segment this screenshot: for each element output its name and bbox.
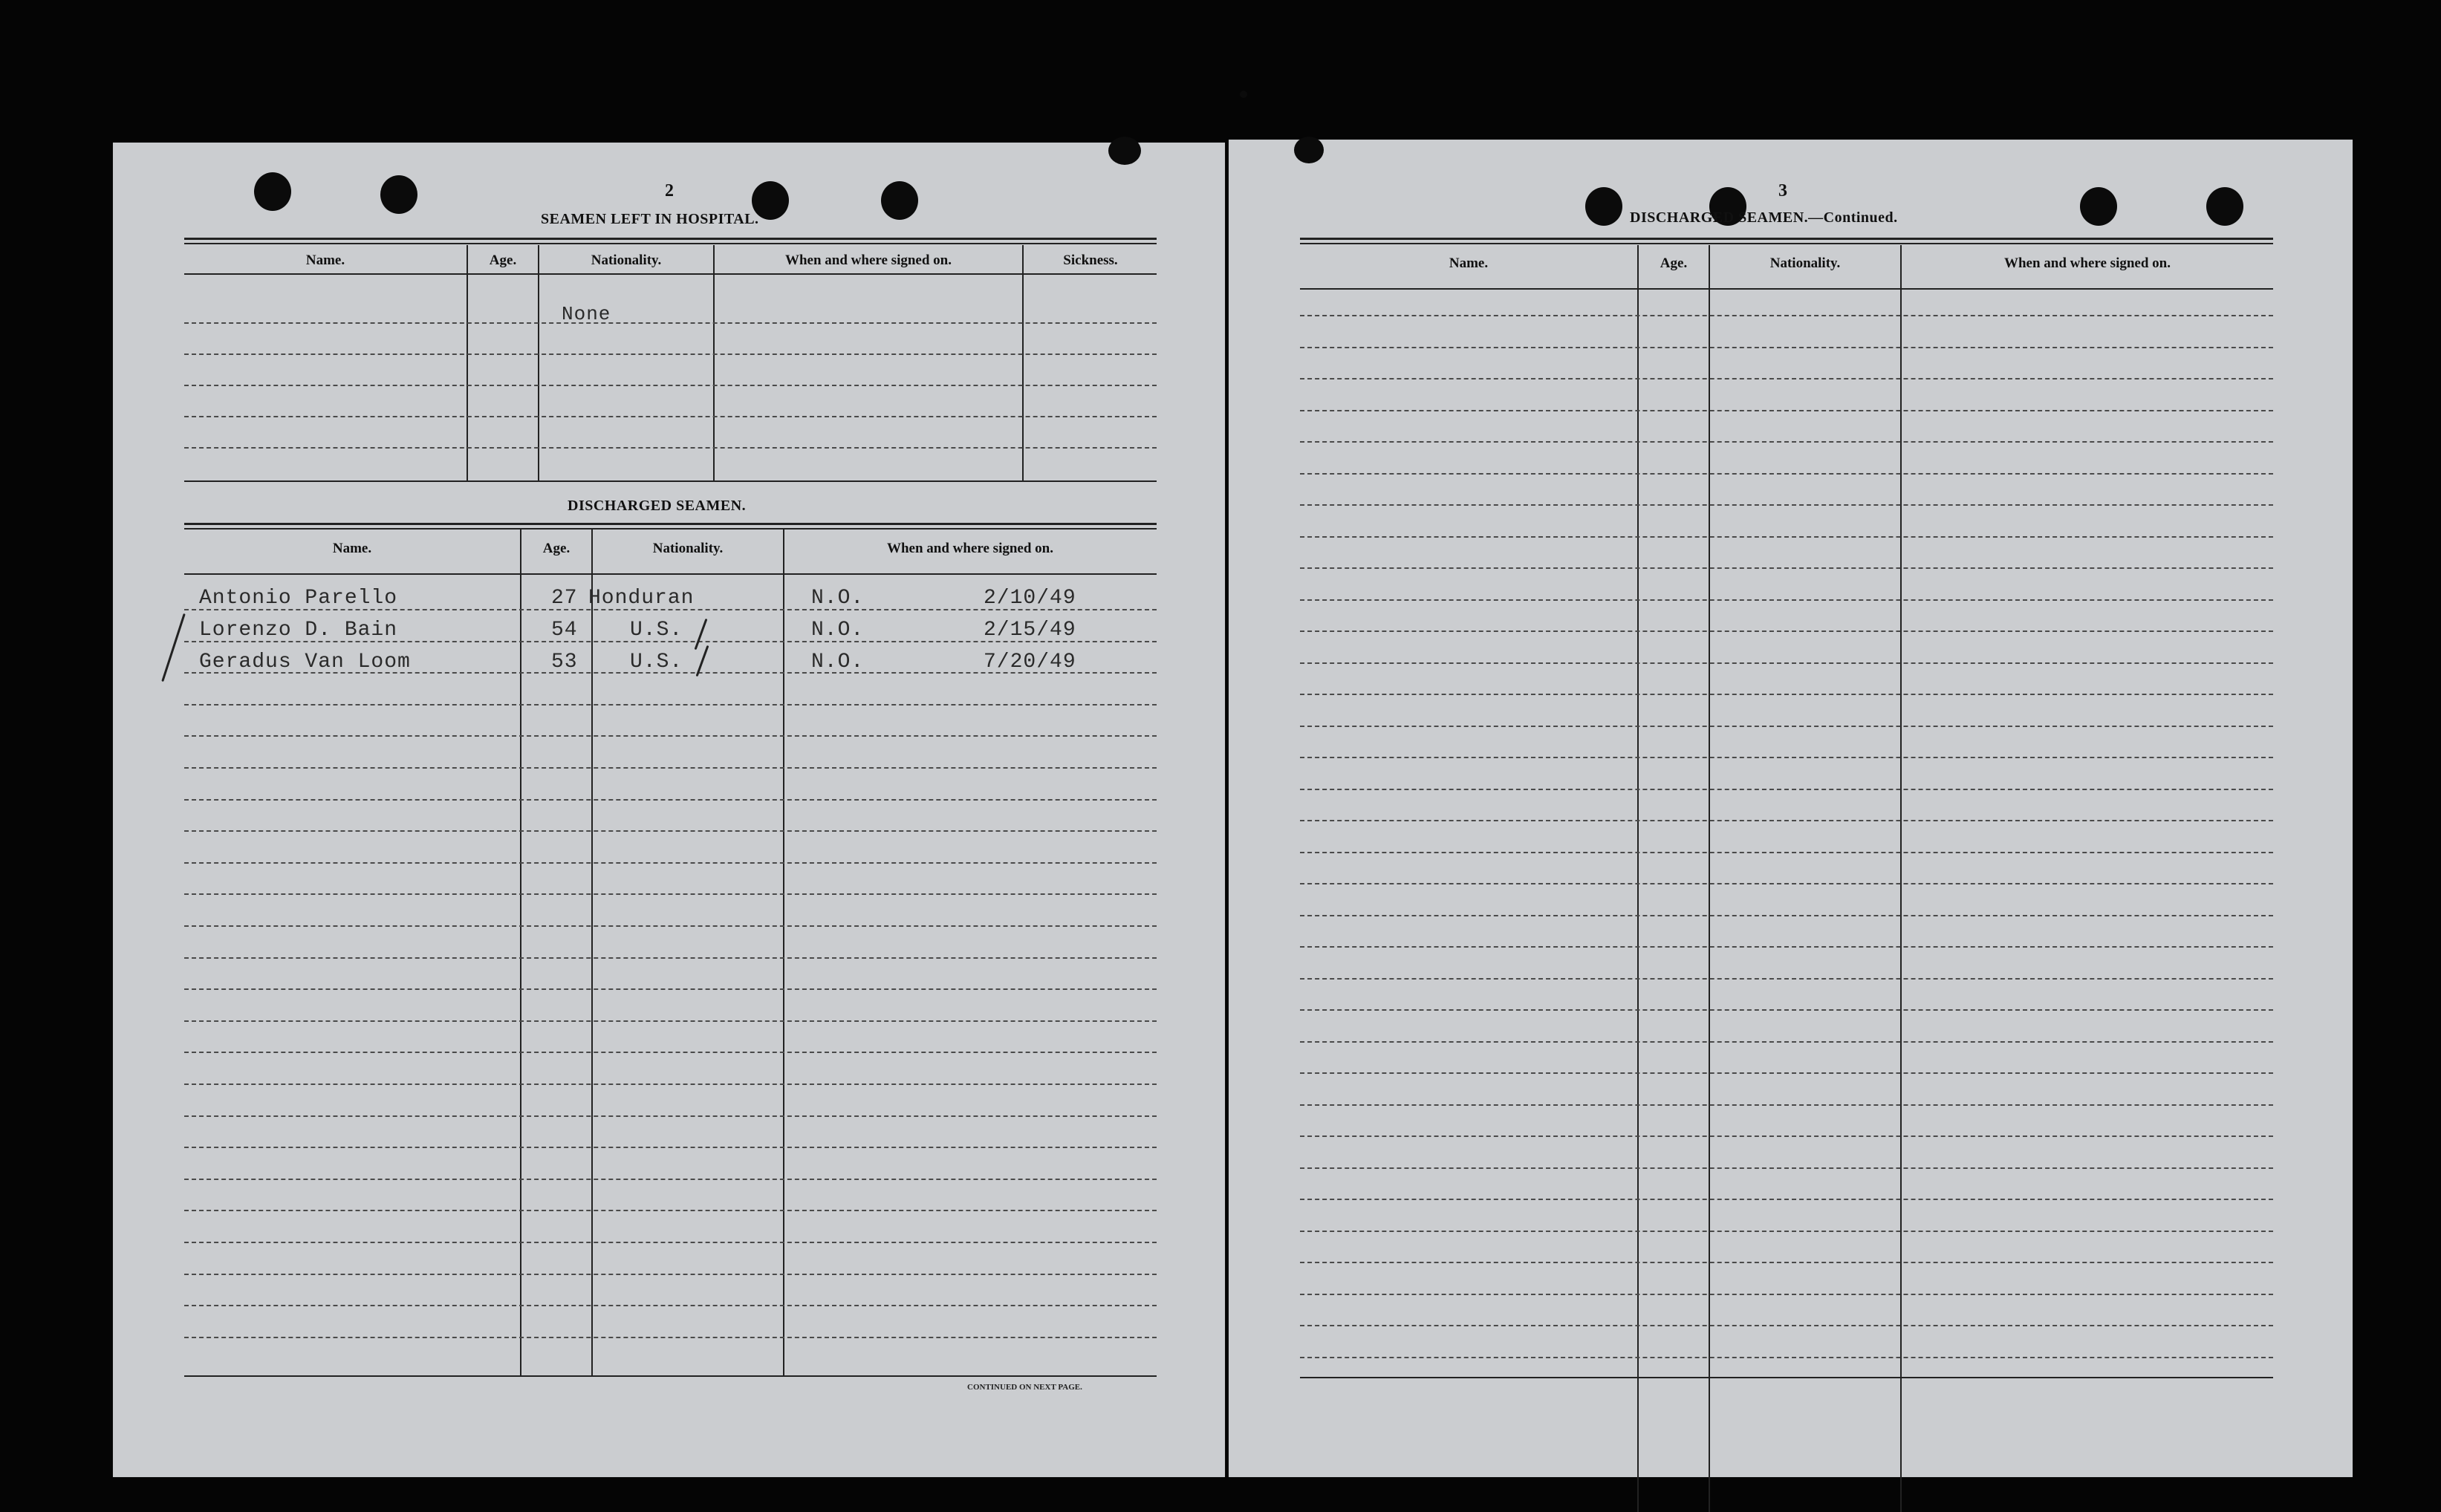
row-line	[1300, 852, 2273, 853]
row-line	[184, 893, 1157, 895]
seaman-age: 53	[551, 651, 578, 674]
row-line	[184, 1242, 1157, 1243]
column-divider	[467, 245, 468, 481]
row-line	[184, 1020, 1157, 1022]
row-line	[1300, 1199, 2273, 1200]
row-line	[1300, 441, 2273, 443]
row-line	[1300, 1009, 2273, 1011]
discharged-continued-title: DISCHARGED SEAMEN.—Continued.	[1630, 209, 1898, 226]
punch-hole	[881, 181, 918, 220]
row-line	[1300, 694, 2273, 695]
column-divider	[713, 245, 715, 481]
column-divider	[591, 529, 593, 1375]
seaman-name: Lorenzo D. Bain	[199, 619, 398, 642]
row-line	[184, 1274, 1157, 1275]
hospital-entry: None	[562, 303, 611, 325]
table-rule	[1300, 238, 2273, 244]
row-line	[184, 925, 1157, 927]
page-number: 3	[1778, 181, 1787, 201]
row-line	[1300, 599, 2273, 601]
row-line	[184, 1052, 1157, 1053]
hospital-section-title: SEAMEN LEFT IN HOSPITAL.	[541, 211, 759, 227]
col-head-nationality: Nationality.	[1769, 255, 1841, 271]
column-divider	[783, 529, 784, 1375]
row-line	[1300, 662, 2273, 664]
col-head-age: Age.	[542, 541, 571, 556]
row-line	[1300, 536, 2273, 538]
signed-on-place: N.O.	[811, 651, 865, 674]
seaman-name: Antonio Parello	[199, 587, 398, 610]
seaman-nationality: U.S.	[630, 651, 683, 674]
seaman-nationality: Honduran	[588, 587, 695, 610]
row-line	[1300, 915, 2273, 916]
row-line	[184, 767, 1157, 769]
punch-hole	[1585, 187, 1622, 226]
row-line	[184, 1337, 1157, 1338]
page-number: 2	[665, 181, 674, 201]
row-line	[1300, 726, 2273, 727]
row-line	[1300, 347, 2273, 348]
row-line	[1300, 315, 2273, 316]
col-head-signed-on: When and where signed on.	[886, 541, 1053, 556]
row-line	[1300, 820, 2273, 821]
row-line	[1300, 789, 2273, 790]
row-line	[1300, 1072, 2273, 1074]
continued-note: CONTINUED ON NEXT PAGE.	[967, 1383, 1082, 1392]
table-rule	[184, 273, 1157, 275]
table-rule	[184, 480, 1157, 482]
table-rule	[184, 523, 1157, 529]
signed-on-date: 2/15/49	[984, 619, 1076, 642]
row-line	[1300, 757, 2273, 758]
col-head-sickness: Sickness.	[1063, 252, 1118, 268]
row-line	[1300, 630, 2273, 632]
row-line	[1300, 378, 2273, 379]
punch-hole	[2206, 187, 2243, 226]
row-line	[1300, 1231, 2273, 1232]
row-line	[184, 416, 1157, 417]
row-line	[1300, 1135, 2273, 1137]
column-divider	[538, 245, 539, 481]
row-line	[184, 1179, 1157, 1180]
row-line	[1300, 473, 2273, 475]
column-divider	[1900, 245, 1902, 1512]
row-line	[184, 704, 1157, 706]
row-line	[1300, 946, 2273, 948]
row-line	[1300, 1325, 2273, 1326]
row-line	[1300, 978, 2273, 980]
table-rule	[184, 573, 1157, 575]
signed-on-date: 7/20/49	[984, 651, 1076, 674]
column-divider	[1709, 245, 1710, 1512]
row-line	[184, 447, 1157, 449]
table-rule	[1300, 288, 2273, 290]
punch-hole	[2080, 187, 2117, 226]
row-line	[1300, 1294, 2273, 1295]
discharged-section-title: DISCHARGED SEAMEN.	[568, 498, 747, 514]
col-head-name: Name.	[1449, 255, 1489, 271]
punch-hole	[254, 172, 291, 211]
row-line	[1300, 1041, 2273, 1043]
signed-on-date: 2/10/49	[984, 587, 1076, 610]
seaman-age: 27	[551, 587, 578, 610]
row-line	[184, 799, 1157, 801]
column-divider	[1022, 245, 1024, 481]
row-line	[184, 1115, 1157, 1117]
row-line	[184, 957, 1157, 959]
ink-blot	[1108, 137, 1141, 165]
row-line	[184, 862, 1157, 864]
column-divider	[1637, 245, 1639, 1512]
table-rule	[1300, 1377, 2273, 1378]
row-line	[1300, 883, 2273, 884]
table-rule	[184, 1375, 1157, 1377]
table-rule	[184, 238, 1157, 244]
punch-hole	[380, 175, 417, 214]
col-head-name: Name.	[305, 252, 345, 268]
row-line	[184, 385, 1157, 386]
col-head-age: Age.	[489, 252, 517, 268]
seaman-name: Geradus Van Loom	[199, 651, 411, 674]
check-mark	[161, 613, 186, 682]
check-mark	[695, 619, 708, 650]
row-line	[1300, 1104, 2273, 1106]
row-line	[1300, 504, 2273, 506]
signed-on-place: N.O.	[811, 619, 865, 642]
ink-blot	[1294, 137, 1324, 163]
background-speck	[1240, 91, 1247, 98]
row-line	[184, 1084, 1157, 1085]
col-head-age: Age.	[1660, 255, 1688, 271]
row-line	[184, 830, 1157, 832]
right-page	[1229, 140, 2353, 1477]
col-head-nationality: Nationality.	[652, 541, 724, 556]
seaman-age: 54	[551, 619, 578, 642]
row-line	[184, 353, 1157, 355]
col-head-name: Name.	[332, 541, 372, 556]
signed-on-place: N.O.	[811, 587, 865, 610]
row-line	[184, 735, 1157, 737]
row-line	[184, 988, 1157, 990]
row-line	[1300, 1167, 2273, 1169]
seaman-nationality: U.S.	[630, 619, 683, 642]
row-line	[1300, 1262, 2273, 1263]
column-divider	[520, 529, 521, 1375]
row-line	[184, 1305, 1157, 1306]
row-line	[1300, 1357, 2273, 1358]
col-head-nationality: Nationality.	[591, 252, 662, 268]
col-head-signed-on: When and where signed on.	[2003, 255, 2171, 271]
left-page	[113, 143, 1225, 1477]
row-line	[1300, 410, 2273, 411]
col-head-signed-on: When and where signed on.	[784, 252, 952, 268]
row-line	[184, 322, 1157, 324]
row-line	[184, 1147, 1157, 1148]
row-line	[184, 1210, 1157, 1211]
row-line	[1300, 567, 2273, 569]
